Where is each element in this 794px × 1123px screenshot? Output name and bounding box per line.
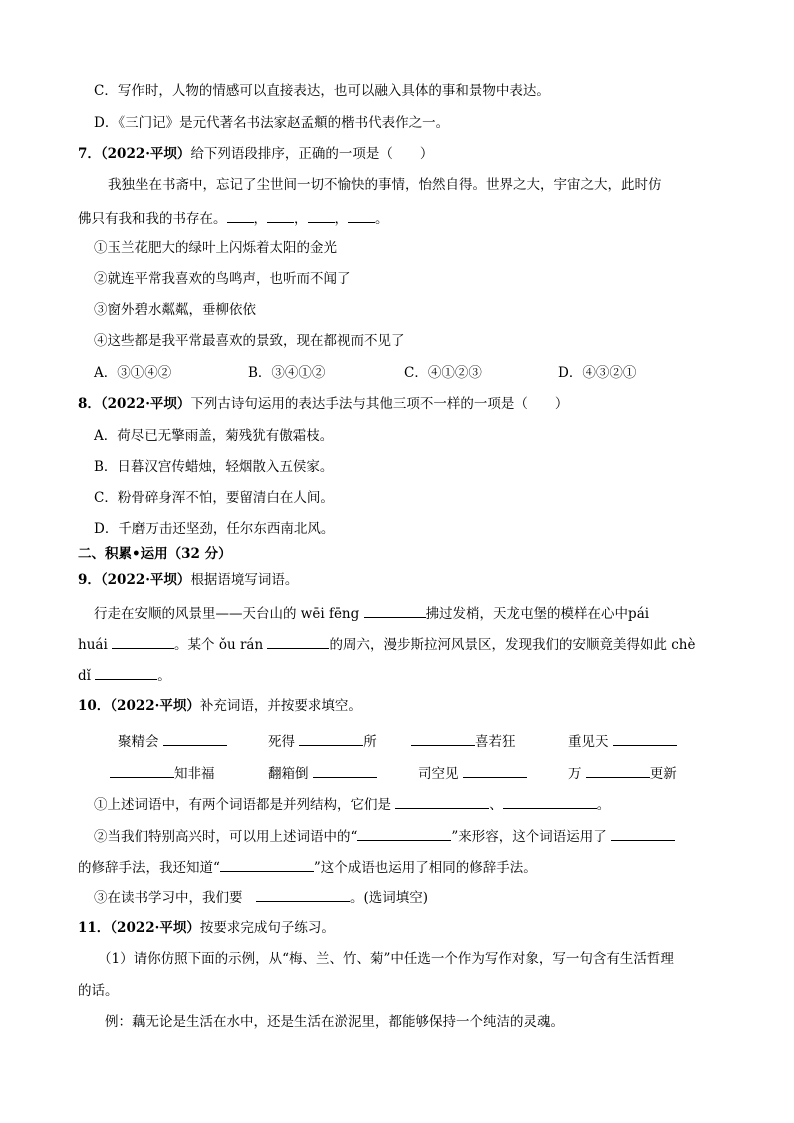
idiom-blank[interactable] (299, 731, 363, 746)
q10-blank[interactable] (357, 826, 451, 841)
idiom-item (418, 763, 527, 783)
q11-part-1-cont: 的话。 (78, 983, 119, 999)
q10-text: 、 (489, 797, 503, 813)
q10-part-2 (94, 826, 675, 846)
idiom-text: 喜若狂 (475, 734, 516, 750)
q8-option-c[interactable]: C．粉骨碎身浑不怕，要留清白在人间。 (94, 490, 334, 506)
question-11-header (78, 919, 335, 937)
q7-sentence-1: ①玉兰花肥大的绿叶上闪烁着太阳的金光 (94, 240, 337, 256)
idiom-blank[interactable] (586, 763, 650, 778)
period: 。 (375, 211, 389, 227)
idiom-text: 知非福 (174, 766, 215, 782)
idiom-text: 聚精会 (118, 734, 163, 750)
q9-text: huái (78, 637, 113, 653)
q10-part-3 (94, 887, 428, 907)
q8-option-a[interactable]: A．荷尽已无擎雨盖，菊残犹有傲霜枝。 (94, 428, 334, 444)
question-7-header (78, 145, 433, 163)
q9-line-3 (78, 665, 171, 685)
q10-text: 的修辞手法，我还知道“ (78, 860, 220, 876)
question-source: （2022·平坝） (110, 920, 200, 936)
q6-option-c: C．写作时，人物的情感可以直接表达，也可以融入具体的事和景物中表达。 (94, 83, 550, 99)
idiom-text: 死得 (268, 734, 300, 750)
question-number: 11． (78, 920, 111, 936)
question-source: （2022·平坝） (110, 698, 200, 714)
question-9-header (78, 571, 298, 589)
q10-text: 。(选词填空) (350, 890, 429, 906)
question-stem: 根据语境写词语。 (190, 572, 299, 588)
q7-sentence-4: ④这些都是我平常最喜欢的景致，现在都视而不见了 (94, 333, 405, 349)
q9-text: 拂过发梢，天龙屯堡的模样在心中pái (425, 606, 650, 622)
q10-text: ②当我们特别高兴时，可以用上述词语中的“ (94, 829, 358, 845)
idiom-blank[interactable] (411, 731, 475, 746)
q6-option-d: D．《三门记》是元代著名书法家赵孟頫的楷书代表作之一。 (94, 115, 450, 131)
q7-blank-2[interactable] (267, 208, 294, 223)
q10-text: ”来形容，这个词语运用了 (451, 829, 612, 845)
idiom-text: 万 (568, 766, 586, 782)
idiom-item (411, 731, 516, 751)
question-10-header (78, 697, 362, 715)
q7-blank-3[interactable] (308, 208, 335, 223)
q11-part-1: （1）请你仿照下面的示例，从“梅、兰、竹、菊”中任选一个作为写作对象，写一句含有生活哲理 (98, 951, 674, 967)
q10-blank[interactable] (611, 826, 675, 841)
q9-text: 。某个 ǒu rán (174, 637, 268, 653)
idiom-text: 司空见 (418, 766, 463, 782)
q7-option-c[interactable]: C．④①②③ (404, 365, 482, 381)
question-stem: 给下列语段排序，正确的一项是（ ） (190, 146, 434, 162)
q9-blank-weifeng[interactable] (364, 603, 426, 618)
q8-option-b[interactable]: B．日暮汉宫传蜡烛，轻烟散入五侯家。 (94, 459, 334, 475)
q11-example: 例：藕无论是生活在水中，还是生活在淤泥里，都能够保持一个纯洁的灵魂。 (105, 1014, 564, 1030)
question-source: （2022·平坝） (100, 572, 191, 588)
q10-text: ①上述词语中，有两个词语都是并列结构，它们是 (94, 797, 396, 813)
q7-sentence-2: ②就连平常我喜欢的鸟鸣声，也听而不闻了 (94, 271, 351, 287)
q9-blank-ouran[interactable] (267, 634, 329, 649)
idiom-text: 所 (363, 734, 377, 750)
q10-part-1 (94, 794, 610, 814)
idiom-blank[interactable] (463, 763, 527, 778)
idiom-item (110, 763, 215, 783)
idiom-blank[interactable] (313, 763, 377, 778)
idiom-blank[interactable] (613, 731, 677, 746)
question-number: 10． (78, 698, 111, 714)
idiom-blank[interactable] (110, 763, 174, 778)
q10-part-2-cont (78, 857, 537, 877)
question-8-header (78, 395, 568, 413)
idiom-item (118, 731, 227, 751)
separator: ， (334, 211, 348, 227)
q10-blank[interactable] (220, 857, 314, 872)
q10-blank[interactable] (256, 887, 350, 902)
idiom-item (568, 731, 677, 751)
q9-line-2 (78, 634, 696, 654)
q9-blank-chedi[interactable] (95, 665, 157, 680)
question-number: 8． (78, 396, 101, 412)
idiom-text: 重见天 (568, 734, 613, 750)
idiom-item (268, 731, 377, 751)
idiom-item (268, 763, 377, 783)
q10-text: ③在读书学习中，我们要 (94, 890, 256, 906)
question-stem: 下列古诗句运用的表达手法与其他三项不一样的一项是（ ） (190, 396, 569, 412)
q9-text: dǐ (78, 668, 96, 684)
q7-blank-4[interactable] (348, 208, 375, 223)
q9-text: 的周六，漫步斯拉河风景区，发现我们的安顺竟美得如此 chè (329, 637, 696, 653)
q10-text: ”这个成语也运用了相同的修辞手法。 (313, 860, 537, 876)
question-number: 9． (78, 572, 101, 588)
idiom-blank[interactable] (163, 731, 227, 746)
question-stem: 按要求完成句子练习。 (199, 920, 335, 936)
question-source: （2022·平坝） (100, 146, 191, 162)
q9-text: 。 (157, 668, 171, 684)
q9-line-1 (94, 603, 649, 623)
q10-text: 。 (596, 797, 611, 813)
q7-option-d[interactable]: D．④③②① (558, 365, 637, 381)
q7-option-a[interactable]: A．③①④② (94, 365, 172, 381)
idiom-item (568, 763, 677, 783)
q10-blank[interactable] (503, 794, 597, 809)
question-source: （2022·平坝） (100, 396, 191, 412)
q7-paragraph-text: 佛只有我和我的书存在。 (78, 211, 227, 227)
q9-blank-paihuai[interactable] (112, 634, 174, 649)
idiom-text: 更新 (649, 766, 677, 782)
question-number: 7． (78, 146, 101, 162)
q8-option-d[interactable]: D．千磨万击还坚劲，任尔东西南北风。 (94, 521, 335, 537)
separator: ， (294, 211, 308, 227)
q7-blank-1[interactable] (227, 208, 254, 223)
question-stem: 补充词语，并按要求填空。 (199, 698, 362, 714)
q10-blank[interactable] (395, 794, 489, 809)
q7-paragraph-line-2 (78, 208, 389, 228)
separator: ， (253, 211, 267, 227)
idiom-text: 翻箱倒 (268, 766, 313, 782)
q9-text: 行走在安顺的风景里——天台山的 wēi fēng (94, 606, 364, 622)
section-heading: 二、积累•运用（32 分） (78, 546, 232, 562)
q7-sentence-3: ③窗外碧水粼粼，垂柳依依 (94, 302, 256, 318)
q7-paragraph-line-1: 我独坐在书斋中，忘记了尘世间一切不愉快的事情，怡然自得。世界之大，宇宙之大，此时仿 (108, 177, 662, 193)
q7-option-b[interactable]: B．③④①② (248, 365, 326, 381)
